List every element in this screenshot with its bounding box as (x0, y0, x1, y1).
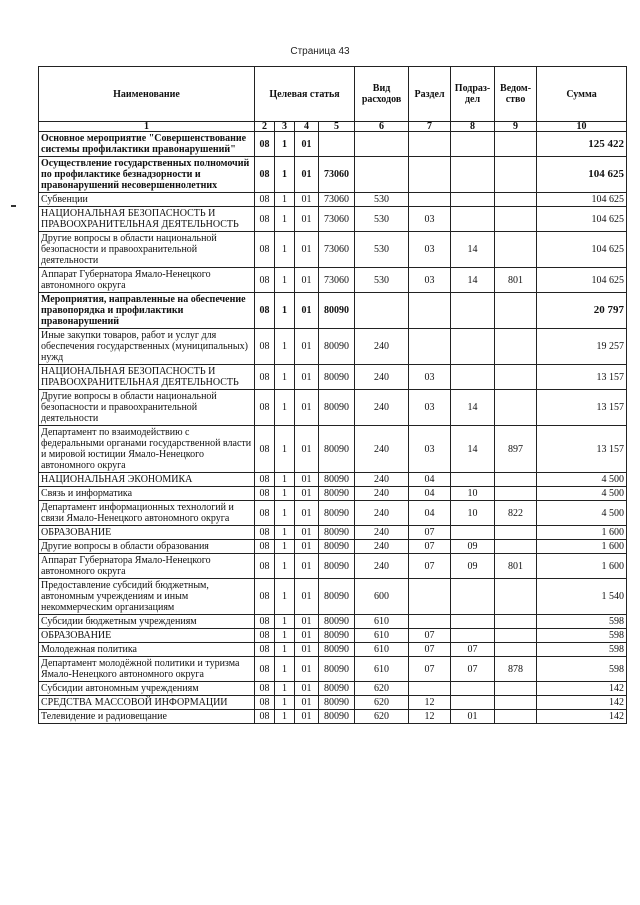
table-row (39, 657, 627, 682)
vedomstvo-cell (495, 232, 537, 268)
razdel-cell: 07 (409, 540, 451, 554)
vid-cell: 610 (355, 629, 409, 643)
target-a-cell: 08 (255, 657, 275, 682)
podrazdel-cell (451, 329, 495, 365)
vedomstvo-cell (495, 365, 537, 390)
row-name-cell: Осуществление государственных полномочий по профилактике безнадзорности и правонарушений несовершеннолетних (39, 157, 255, 193)
row-name-cell: Департамент молодёжной политики и туризма Ямало-Ненецкого автономного округа (39, 657, 255, 682)
table-row (39, 293, 627, 329)
target-d-cell: 80090 (319, 579, 355, 615)
target-b-cell: 1 (275, 615, 295, 629)
target-c-cell: 01 (295, 329, 319, 365)
razdel-cell (409, 293, 451, 329)
target-d-cell: 80090 (319, 554, 355, 579)
vid-cell: 530 (355, 207, 409, 232)
target-d-cell: 80090 (319, 629, 355, 643)
podrazdel-cell: 10 (451, 501, 495, 526)
razdel-cell (409, 329, 451, 365)
row-name-cell: Мероприятия, направленные на обеспечение правопорядка и профилактики правонарушений (39, 293, 255, 329)
target-c-cell: 01 (295, 579, 319, 615)
sum-cell: 19 257 (537, 329, 627, 365)
sum-cell: 13 157 (537, 390, 627, 426)
vid-cell: 240 (355, 487, 409, 501)
vid-cell: 240 (355, 540, 409, 554)
razdel-cell: 03 (409, 426, 451, 473)
target-a-cell: 08 (255, 526, 275, 540)
target-a-cell: 08 (255, 329, 275, 365)
target-c-cell: 01 (295, 710, 319, 724)
sum-cell: 1 600 (537, 526, 627, 540)
razdel-cell (409, 579, 451, 615)
col-num: 6 (355, 122, 409, 132)
target-c-cell: 01 (295, 629, 319, 643)
target-c-cell: 01 (295, 268, 319, 293)
vid-cell: 240 (355, 329, 409, 365)
razdel-cell: 07 (409, 554, 451, 579)
target-a-cell: 08 (255, 268, 275, 293)
table-row (39, 365, 627, 390)
target-a-cell: 08 (255, 473, 275, 487)
target-d-cell: 73060 (319, 268, 355, 293)
vedomstvo-cell (495, 540, 537, 554)
vedomstvo-cell (495, 526, 537, 540)
sum-cell: 1 540 (537, 579, 627, 615)
row-name-cell: СРЕДСТВА МАССОВОЙ ИНФОРМАЦИИ (39, 696, 255, 710)
sum-cell: 104 625 (537, 207, 627, 232)
target-b-cell: 1 (275, 501, 295, 526)
podrazdel-cell: 09 (451, 540, 495, 554)
sum-cell: 4 500 (537, 501, 627, 526)
target-b-cell: 1 (275, 268, 295, 293)
target-d-cell: 80090 (319, 682, 355, 696)
table-row (39, 682, 627, 696)
row-name-cell: Департамент по взаимодействию с федеральными органами государственной власти и мировой юстиции Ямало-Ненецкого автономного округа (39, 426, 255, 473)
table-row (39, 526, 627, 540)
table-row (39, 157, 627, 193)
vedomstvo-cell: 822 (495, 501, 537, 526)
vedomstvo-cell (495, 487, 537, 501)
target-c-cell: 01 (295, 473, 319, 487)
podrazdel-cell (451, 193, 495, 207)
razdel-cell: 07 (409, 526, 451, 540)
vid-cell (355, 157, 409, 193)
sum-cell: 104 625 (537, 157, 627, 193)
target-d-cell: 80090 (319, 501, 355, 526)
vid-cell: 610 (355, 615, 409, 629)
target-c-cell: 01 (295, 132, 319, 157)
razdel-cell (409, 132, 451, 157)
target-a-cell: 08 (255, 193, 275, 207)
header-name: Наименование (39, 67, 255, 122)
target-a-cell: 08 (255, 501, 275, 526)
target-c-cell: 01 (295, 390, 319, 426)
header-razdel: Раздел (409, 67, 451, 122)
sum-cell: 142 (537, 710, 627, 724)
target-b-cell: 1 (275, 207, 295, 232)
target-d-cell: 80090 (319, 657, 355, 682)
target-d-cell: 73060 (319, 193, 355, 207)
sum-cell: 598 (537, 615, 627, 629)
header-summa: Сумма (537, 67, 627, 122)
target-a-cell: 08 (255, 132, 275, 157)
row-name-cell: Департамент информационных технологий и связи Ямало-Ненецкого автономного округа (39, 501, 255, 526)
podrazdel-cell: 14 (451, 268, 495, 293)
table-row (39, 643, 627, 657)
target-b-cell: 1 (275, 554, 295, 579)
vid-cell: 240 (355, 390, 409, 426)
row-name-cell: Другие вопросы в области национальной безопасности и правоохранительной деятельности (39, 232, 255, 268)
header-vid: Вид расходов (355, 67, 409, 122)
row-name-cell: Другие вопросы в области образования (39, 540, 255, 554)
target-a-cell: 08 (255, 554, 275, 579)
target-a-cell: 08 (255, 710, 275, 724)
vid-cell: 600 (355, 579, 409, 615)
vedomstvo-cell (495, 710, 537, 724)
header-row (39, 67, 627, 122)
sum-cell: 104 625 (537, 193, 627, 207)
razdel-cell: 04 (409, 487, 451, 501)
target-c-cell: 01 (295, 682, 319, 696)
row-name-cell: Аппарат Губернатора Ямало-Ненецкого автономного округа (39, 554, 255, 579)
target-c-cell: 01 (295, 643, 319, 657)
row-name-cell: ОБРАЗОВАНИЕ (39, 629, 255, 643)
target-c-cell: 01 (295, 426, 319, 473)
table-row (39, 132, 627, 157)
row-name-cell: Молодежная политика (39, 643, 255, 657)
razdel-cell (409, 193, 451, 207)
target-d-cell: 80090 (319, 390, 355, 426)
target-b-cell: 1 (275, 390, 295, 426)
vid-cell: 240 (355, 365, 409, 390)
target-a-cell: 08 (255, 615, 275, 629)
razdel-cell (409, 615, 451, 629)
target-b-cell: 1 (275, 710, 295, 724)
sum-cell: 104 625 (537, 232, 627, 268)
target-b-cell: 1 (275, 473, 295, 487)
vid-cell: 620 (355, 682, 409, 696)
target-c-cell: 01 (295, 193, 319, 207)
podrazdel-cell (451, 132, 495, 157)
target-a-cell: 08 (255, 540, 275, 554)
table-row (39, 554, 627, 579)
target-a-cell: 08 (255, 390, 275, 426)
podrazdel-cell (451, 629, 495, 643)
sum-cell: 125 422 (537, 132, 627, 157)
target-c-cell: 01 (295, 554, 319, 579)
sum-cell: 104 625 (537, 268, 627, 293)
razdel-cell: 03 (409, 390, 451, 426)
razdel-cell: 07 (409, 643, 451, 657)
podrazdel-cell: 14 (451, 426, 495, 473)
target-c-cell: 01 (295, 207, 319, 232)
col-num: 9 (495, 122, 537, 132)
target-c-cell: 01 (295, 157, 319, 193)
target-b-cell: 1 (275, 487, 295, 501)
target-b-cell: 1 (275, 643, 295, 657)
podrazdel-cell: 14 (451, 390, 495, 426)
vedomstvo-cell (495, 696, 537, 710)
col-num: 5 (319, 122, 355, 132)
razdel-cell: 07 (409, 657, 451, 682)
vedomstvo-cell (495, 207, 537, 232)
razdel-cell: 12 (409, 710, 451, 724)
vid-cell: 620 (355, 710, 409, 724)
row-name-cell: Основное мероприятие "Совершенствование системы профилактики правонарушений" (39, 132, 255, 157)
row-name-cell: Аппарат Губернатора Ямало-Ненецкого автономного округа (39, 268, 255, 293)
target-b-cell: 1 (275, 629, 295, 643)
target-b-cell: 1 (275, 365, 295, 390)
col-num: 4 (295, 122, 319, 132)
table-row (39, 501, 627, 526)
col-num: 2 (255, 122, 275, 132)
target-d-cell: 80090 (319, 526, 355, 540)
target-d-cell: 80090 (319, 365, 355, 390)
sum-cell: 1 600 (537, 554, 627, 579)
target-c-cell: 01 (295, 501, 319, 526)
sum-cell: 13 157 (537, 365, 627, 390)
vid-cell (355, 132, 409, 157)
podrazdel-cell: 07 (451, 657, 495, 682)
podrazdel-cell: 10 (451, 487, 495, 501)
razdel-cell: 12 (409, 696, 451, 710)
target-b-cell: 1 (275, 579, 295, 615)
target-d-cell: 80090 (319, 643, 355, 657)
table-row (39, 473, 627, 487)
target-c-cell: 01 (295, 487, 319, 501)
table-row (39, 193, 627, 207)
razdel-cell: 04 (409, 473, 451, 487)
target-d-cell: 73060 (319, 207, 355, 232)
vid-cell: 610 (355, 643, 409, 657)
target-a-cell: 08 (255, 293, 275, 329)
header-vedomstvo: Ведом-ство (495, 67, 537, 122)
target-c-cell: 01 (295, 232, 319, 268)
target-a-cell: 08 (255, 682, 275, 696)
target-c-cell: 01 (295, 615, 319, 629)
target-a-cell: 08 (255, 426, 275, 473)
table-row (39, 710, 627, 724)
margin-mark (11, 205, 16, 207)
podrazdel-cell (451, 579, 495, 615)
row-name-cell: Телевидение и радиовещание (39, 710, 255, 724)
vid-cell: 530 (355, 268, 409, 293)
target-d-cell (319, 132, 355, 157)
podrazdel-cell (451, 365, 495, 390)
sum-cell: 598 (537, 657, 627, 682)
table-row (39, 329, 627, 365)
target-a-cell: 08 (255, 157, 275, 193)
table-row (39, 579, 627, 615)
row-name-cell: НАЦИОНАЛЬНАЯ БЕЗОПАСНОСТЬ И ПРАВООХРАНИТЕЛЬНАЯ ДЕЯТЕЛЬНОСТЬ (39, 365, 255, 390)
vid-cell: 610 (355, 657, 409, 682)
razdel-cell: 04 (409, 501, 451, 526)
podrazdel-cell (451, 682, 495, 696)
razdel-cell (409, 157, 451, 193)
vedomstvo-cell (495, 682, 537, 696)
table-row (39, 615, 627, 629)
table-row (39, 207, 627, 232)
row-name-cell: Субсидии бюджетным учреждениям (39, 615, 255, 629)
razdel-cell: 03 (409, 232, 451, 268)
razdel-cell: 03 (409, 365, 451, 390)
header-podrazdel: Подраз-дел (451, 67, 495, 122)
vedomstvo-cell: 801 (495, 554, 537, 579)
col-num: 8 (451, 122, 495, 132)
target-d-cell: 80090 (319, 426, 355, 473)
target-b-cell: 1 (275, 682, 295, 696)
table-row (39, 232, 627, 268)
budget-table (38, 66, 627, 724)
vedomstvo-cell (495, 132, 537, 157)
vid-cell: 240 (355, 526, 409, 540)
target-a-cell: 08 (255, 232, 275, 268)
target-c-cell: 01 (295, 540, 319, 554)
vid-cell: 240 (355, 501, 409, 526)
target-d-cell: 80090 (319, 293, 355, 329)
vid-cell: 240 (355, 554, 409, 579)
row-name-cell: ОБРАЗОВАНИЕ (39, 526, 255, 540)
target-b-cell: 1 (275, 193, 295, 207)
target-d-cell: 73060 (319, 157, 355, 193)
razdel-cell: 03 (409, 268, 451, 293)
target-b-cell: 1 (275, 132, 295, 157)
target-b-cell: 1 (275, 526, 295, 540)
vedomstvo-cell: 878 (495, 657, 537, 682)
target-a-cell: 08 (255, 643, 275, 657)
target-b-cell: 1 (275, 329, 295, 365)
vedomstvo-cell: 801 (495, 268, 537, 293)
podrazdel-cell: 09 (451, 554, 495, 579)
row-name-cell: Предоставление субсидий бюджетным, автономным учреждениям и иным некоммерческим организациям (39, 579, 255, 615)
podrazdel-cell: 01 (451, 710, 495, 724)
podrazdel-cell: 07 (451, 643, 495, 657)
vid-cell: 530 (355, 193, 409, 207)
target-a-cell: 08 (255, 629, 275, 643)
target-b-cell: 1 (275, 293, 295, 329)
vedomstvo-cell (495, 329, 537, 365)
vedomstvo-cell (495, 193, 537, 207)
target-c-cell: 01 (295, 696, 319, 710)
target-c-cell: 01 (295, 657, 319, 682)
target-c-cell: 01 (295, 293, 319, 329)
row-name-cell: Иные закупки товаров, работ и услуг для обеспечения государственных (муниципальных) нужд (39, 329, 255, 365)
target-d-cell: 80090 (319, 329, 355, 365)
target-a-cell: 08 (255, 487, 275, 501)
sum-cell: 1 600 (537, 540, 627, 554)
table-row (39, 390, 627, 426)
target-a-cell: 08 (255, 579, 275, 615)
target-d-cell: 80090 (319, 710, 355, 724)
target-b-cell: 1 (275, 232, 295, 268)
target-a-cell: 08 (255, 696, 275, 710)
header-target: Целевая статья (255, 67, 355, 122)
target-b-cell: 1 (275, 696, 295, 710)
vid-cell: 240 (355, 426, 409, 473)
col-num: 1 (39, 122, 255, 132)
row-name-cell: Субсидии автономным учреждениям (39, 682, 255, 696)
target-d-cell: 80090 (319, 473, 355, 487)
vid-cell: 620 (355, 696, 409, 710)
target-b-cell: 1 (275, 426, 295, 473)
column-number-row (39, 122, 627, 132)
podrazdel-cell: 14 (451, 232, 495, 268)
col-num: 3 (275, 122, 295, 132)
sum-cell: 598 (537, 643, 627, 657)
target-d-cell: 80090 (319, 540, 355, 554)
row-name-cell: НАЦИОНАЛЬНАЯ ЭКОНОМИКА (39, 473, 255, 487)
sum-cell: 20 797 (537, 293, 627, 329)
vedomstvo-cell (495, 293, 537, 329)
sum-cell: 13 157 (537, 426, 627, 473)
row-name-cell: Другие вопросы в области национальной безопасности и правоохранительной деятельности (39, 390, 255, 426)
podrazdel-cell (451, 293, 495, 329)
row-name-cell: Связь и информатика (39, 487, 255, 501)
table-row (39, 696, 627, 710)
table-row (39, 487, 627, 501)
target-b-cell: 1 (275, 540, 295, 554)
vedomstvo-cell (495, 390, 537, 426)
table-row (39, 540, 627, 554)
sum-cell: 598 (537, 629, 627, 643)
table-row (39, 268, 627, 293)
sum-cell: 142 (537, 696, 627, 710)
target-c-cell: 01 (295, 526, 319, 540)
vedomstvo-cell (495, 157, 537, 193)
vedomstvo-cell (495, 473, 537, 487)
razdel-cell: 03 (409, 207, 451, 232)
col-num: 7 (409, 122, 451, 132)
target-d-cell: 80090 (319, 615, 355, 629)
podrazdel-cell (451, 615, 495, 629)
vedomstvo-cell (495, 643, 537, 657)
sum-cell: 142 (537, 682, 627, 696)
table-row (39, 629, 627, 643)
target-d-cell: 80090 (319, 487, 355, 501)
target-d-cell: 73060 (319, 232, 355, 268)
sum-cell: 4 500 (537, 473, 627, 487)
target-d-cell: 80090 (319, 696, 355, 710)
row-name-cell: НАЦИОНАЛЬНАЯ БЕЗОПАСНОСТЬ И ПРАВООХРАНИТЕЛЬНАЯ ДЕЯТЕЛЬНОСТЬ (39, 207, 255, 232)
vid-cell: 240 (355, 473, 409, 487)
vedomstvo-cell (495, 629, 537, 643)
row-name-cell: Субвенции (39, 193, 255, 207)
podrazdel-cell (451, 526, 495, 540)
vedomstvo-cell (495, 579, 537, 615)
vedomstvo-cell (495, 615, 537, 629)
page-number-label: Страница 43 (290, 46, 350, 57)
table-row (39, 426, 627, 473)
vid-cell (355, 293, 409, 329)
col-num: 10 (537, 122, 627, 132)
podrazdel-cell (451, 696, 495, 710)
target-b-cell: 1 (275, 657, 295, 682)
target-a-cell: 08 (255, 207, 275, 232)
target-a-cell: 08 (255, 365, 275, 390)
podrazdel-cell (451, 207, 495, 232)
vid-cell: 530 (355, 232, 409, 268)
vedomstvo-cell: 897 (495, 426, 537, 473)
podrazdel-cell (451, 473, 495, 487)
target-c-cell: 01 (295, 365, 319, 390)
razdel-cell (409, 682, 451, 696)
razdel-cell: 07 (409, 629, 451, 643)
target-b-cell: 1 (275, 157, 295, 193)
podrazdel-cell (451, 157, 495, 193)
sum-cell: 4 500 (537, 487, 627, 501)
